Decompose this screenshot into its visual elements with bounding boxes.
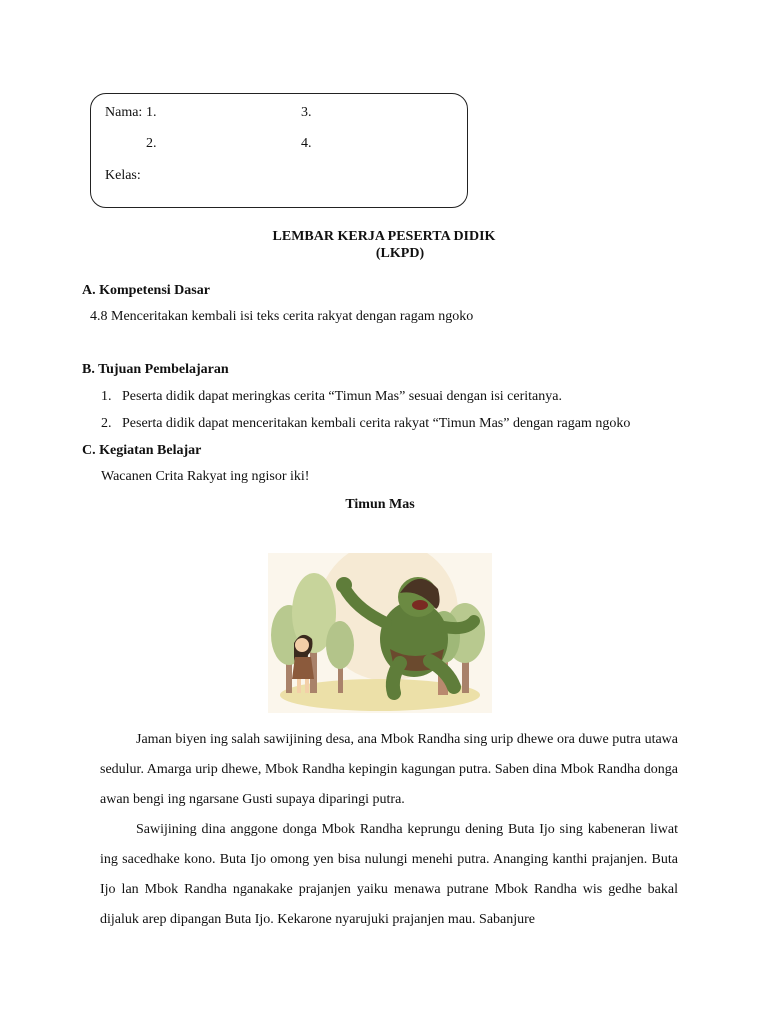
section-a-heading: A. Kompetensi Dasar <box>82 283 210 298</box>
objective-text: Peserta didik dapat meringkas cerita “Timun Mas” sesuai dengan isi ceritanya. <box>122 389 562 404</box>
name-slot-3: 3. <box>301 105 312 120</box>
document-title: LEMBAR KERJA PESERTA DIDIK <box>272 229 496 244</box>
nama-label: Nama: <box>105 105 143 120</box>
story-paragraph: Sawijining dina anggone donga Mbok Randha keprungu dening Buta Ijo sing kabeneran liwat ing sacedhake kono. Buta Ijo omong yen bisa nulungi menehi putra. Ananging kanthi prajanjen. Buta Ijo lan Mbok Randha nganakake prajanjen yaiku menawa putrane Mbok Randha wis gedhe bakal dijaluk arep dipangan Buta Ijo. Kekarone nyarujuki prajanjen mau. Sabanjure <box>100 822 678 927</box>
story-illustration <box>268 553 492 713</box>
reading-instruction: Wacanen Crita Rakyat ing ngisor iki! <box>101 469 310 484</box>
objective-number: 1. <box>101 389 112 404</box>
name-slot-4: 4. <box>301 136 312 151</box>
story-title: Timun Mas <box>345 497 415 512</box>
story-paragraph: Jaman biyen ing salah sawijining desa, ana Mbok Randha sing urip dhewe ora duwe putra utawa sedulur. Amarga urip dhewe, Mbok Randha kepingin kagungan putra. Saben dina Mbok Randha donga awan bengi ing ngarsane Gusti supaya diparingi putra. <box>100 732 678 807</box>
section-c-heading: C. Kegiatan Belajar <box>82 443 202 458</box>
name-slot-2: 2. <box>146 136 157 151</box>
section-a-text: 4.8 Menceritakan kembali isi teks cerita rakyat dengan ragam ngoko <box>90 309 474 324</box>
objective-number: 2. <box>101 416 112 431</box>
objective-text: Peserta didik dapat menceritakan kembali cerita rakyat “Timun Mas” dengan ragam ngoko <box>122 416 631 431</box>
section-b-heading: B. Tujuan Pembelajaran <box>82 362 229 377</box>
story-body <box>100 725 678 935</box>
kelas-label: Kelas: <box>105 168 141 183</box>
document-subtitle: (LKPD) <box>375 246 425 261</box>
name-slot-1: 1. <box>146 105 157 120</box>
